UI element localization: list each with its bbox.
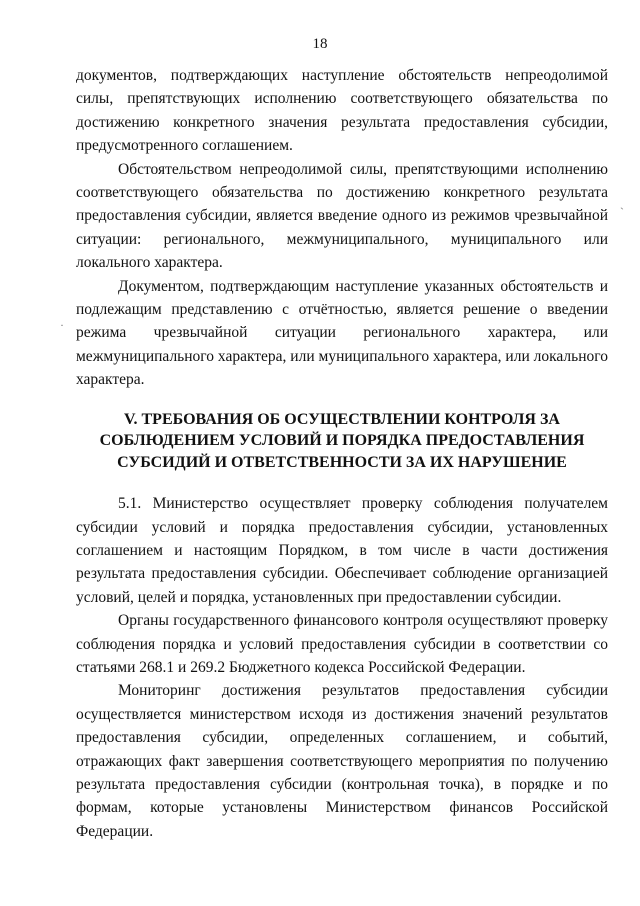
page-content <box>76 64 608 843</box>
paragraph-monitoring: Мониторинг достижения результатов предоставления субсидии осуществляется министерством исходя из достижения значений результатов предоставления субсидии, определенных соглашением, и событий, отражающих факт завершения соответствующего мероприятия по получению результата предоставления субсидии (контрольная точка), в порядке и по формам, которые установлены Министерством финансов Российской Федерации. <box>76 682 608 840</box>
paragraph-financial-control: Органы государственного финансового контроля осуществляют проверку соблюдения порядка и условий предоставления субсидии в соответствии со статьями 268.1 и 269.2 Бюджетного кодекса Российской Федерации. <box>76 612 608 677</box>
paragraph-force-majeure-definition: Обстоятельством непреодолимой силы, препятствующими исполнению соответствующего обязательства по достижению конкретного результата предоставления субсидии, является введение одного из режимов чрезвычайной ситуации: регионального, межмуниципального, муниципального или локального характера. <box>76 160 608 272</box>
paragraph-clause-5-1: 5.1. Министерство осуществляет проверку соблюдения получателем субсидии условий и порядка предоставления субсидии, установленных соглашением и настоящим Порядком, в том числе в части достижения результата предоставления субсидии. Обеспечивает соблюдение организацией условий, целей и порядка, установленных при предоставлении субсидии. <box>76 495 608 606</box>
scan-dot-mark: · <box>60 318 64 332</box>
scan-tick-mark: ˋ <box>620 205 624 219</box>
page-number: 18 <box>312 36 328 52</box>
section-heading <box>76 409 608 474</box>
paragraph-confirming-document: Документом, подтверждающим наступление указанных обстоятельств и подлежащим представлению с отчётностью, является решение о введении режима чрезвычайной ситуации регионального характера, или межмуниципального характера, или муниципального характера, или локального характера. <box>76 277 608 389</box>
section-heading-line-2: СОБЛЮДЕНИЕМ УСЛОВИЙ И ПОРЯДКА ПРЕДОСТАВЛЕНИЯ <box>99 432 585 450</box>
section-heading-line-3: СУБСИДИЙ И ОТВЕТСТВЕННОСТИ ЗА ИХ НАРУШЕНИЕ <box>117 453 567 471</box>
section-heading-line-1: V. ТРЕБОВАНИЯ ОБ ОСУЩЕСТВЛЕНИИ КОНТРОЛЯ ЗА <box>124 410 560 428</box>
paragraph-force-majeure-documents: документов, подтверждающих наступление обстоятельств непреодолимой силы, препятствующих исполнению соответствующего обязательства по достижению конкретного значения результата предоставления субсидии, предусмотренного соглашением. <box>76 67 608 155</box>
